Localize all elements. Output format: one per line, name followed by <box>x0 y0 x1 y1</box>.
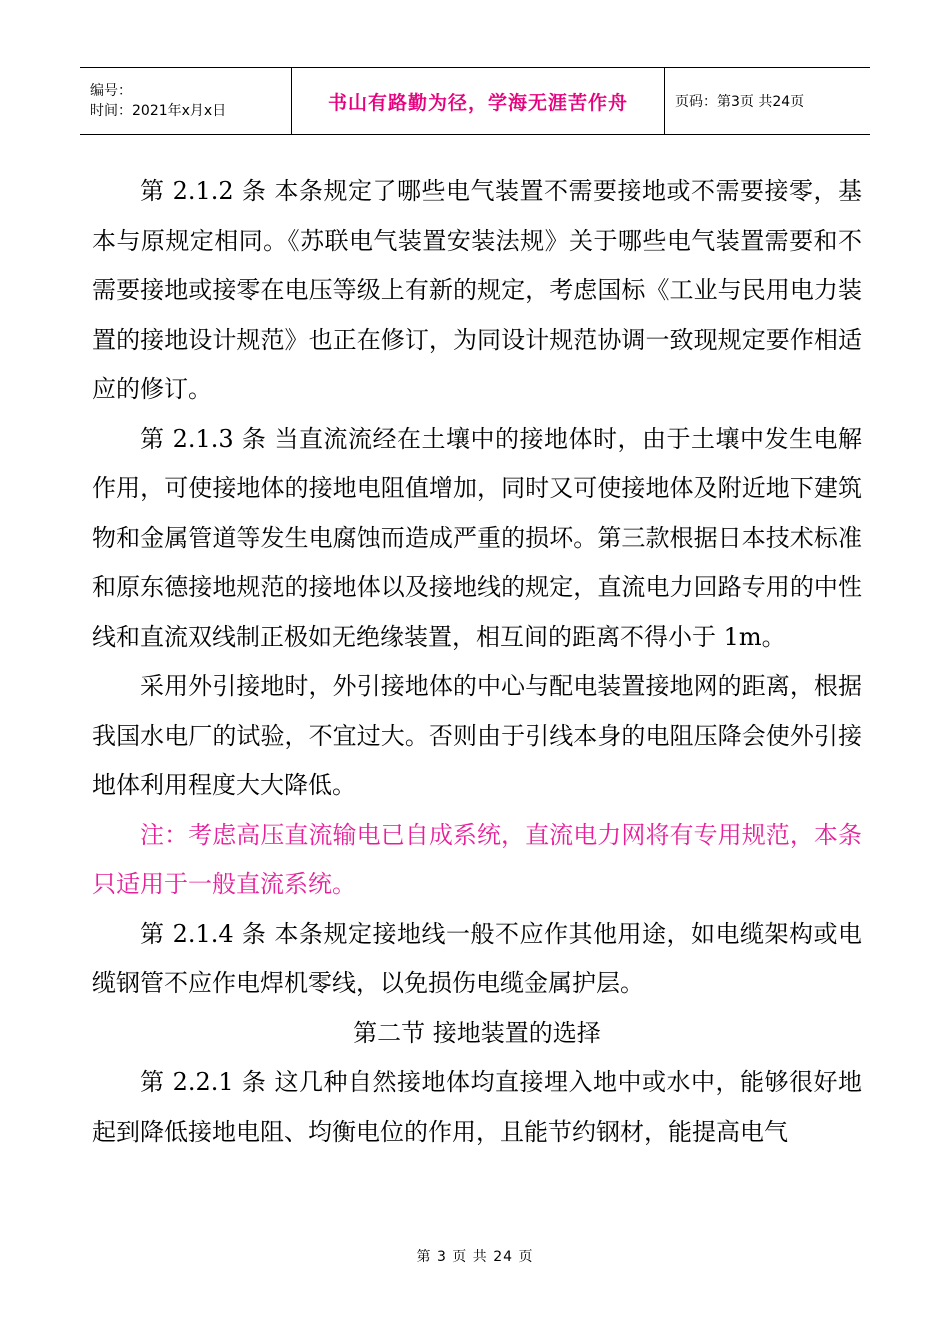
document-date: 时间：2021年x月x日 <box>90 103 227 119</box>
paragraph-external-grounding: 采用外引接地时，外引接地体的中心与配电装置接地网的距离，根据我国水电厂的试验，不宜过大。否则由于引线本身的电阻压降会使外引接地体利用程度大大降低。 <box>92 672 862 799</box>
header-page-code: 页码：第3页 共24页 <box>675 93 805 110</box>
header-motto-cell <box>292 68 665 135</box>
paragraph-2-1-4: 第 2.1.4 条 本条规定接地线一般不应作其他用途，如电缆架构或电缆钢管不应作电焊机零线，以免损伤电缆金属护层。 <box>92 919 862 997</box>
paragraph-2-1-2: 第 2.1.2 条 本条规定了哪些电气装置不需要接地或不需要接零，基本与原规定相同。《苏联电气装置安装法规》关于哪些电气装置需要和不需要接地或接零在电压等级上有新的规定，考虑国标《工业与民用电力装置的接地设计规范》也正在修订，为同设计规范协调一致现规定要作相适应的修订。 <box>92 177 862 403</box>
page-footer: 第 3 页 共 24 页 <box>416 1249 534 1265</box>
document-body <box>92 167 862 1157</box>
note-paragraph: 注：考虑高压直流输电已自成系统，直流电力网将有专用规范，本条只适用于一般直流系统。 <box>92 820 862 898</box>
header-meta-cell <box>80 68 292 135</box>
header-motto: 书山有路勤为径，学海无涯苦作舟 <box>327 91 628 114</box>
section-title: 第二节 接地装置的选择 <box>353 1018 601 1047</box>
paragraph-2-1-3: 第 2.1.3 条 当直流流经在土壤中的接地体时，由于土壤中发生电解作用，可使接地体的接地电阻值增加，同时又可使接地体及附近地下建筑物和金属管道等发生电腐蚀而造成严重的损坏。第三款根据日本技术标准和原东德接地规范的接地体以及接地线的规定，直流电力回路专用的中性线和直流双线制正极如无绝缘装置，相互间的距离不得小于 1m。 <box>92 424 862 651</box>
paragraph-2-2-1: 第 2.2.1 条 这几种自然接地体均直接埋入地中或水中，能够很好地起到降低接地电阻、均衡电位的作用，且能节约钢材，能提高电气 <box>92 1068 862 1146</box>
page-header <box>80 67 870 135</box>
header-page-cell <box>665 68 871 135</box>
document-number-label: 编号： <box>90 83 132 99</box>
